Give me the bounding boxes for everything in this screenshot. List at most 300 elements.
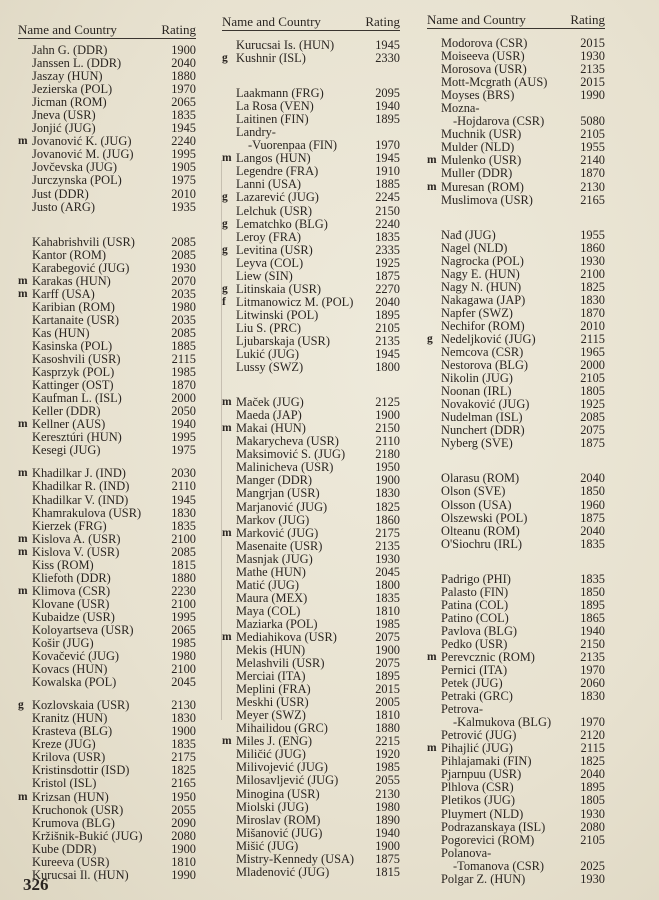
player-name-country: Perevcznic (ROM) [441, 649, 535, 664]
player-rating: 2240 [171, 134, 196, 149]
player-rating: 2330 [375, 51, 400, 66]
player-rating: 2085 [171, 544, 196, 559]
player-name-country: Laitinen (FIN) [236, 112, 309, 127]
player-name-country: Langos (HUN) [236, 151, 311, 166]
player-rating: 1810 [171, 854, 196, 869]
player-name-country: Olarasu (ROM) [441, 471, 520, 486]
player-rating: 1890 [375, 812, 400, 827]
player-rating: 2165 [580, 192, 605, 207]
player-rating: 1945 [375, 151, 400, 166]
player-entry [427, 255, 605, 268]
player-rating: 1930 [375, 551, 400, 566]
player-rating: 2085 [171, 325, 196, 340]
player-rating: 1815 [375, 864, 400, 879]
player-rating: 1825 [580, 279, 605, 294]
title-mark: g [222, 191, 228, 204]
player-rating: 1955 [580, 227, 605, 242]
player-name-country: O'Siochru (IRL) [441, 536, 523, 551]
player-rating: 1830 [580, 292, 605, 307]
player-name-country: Miolski (JUG) [236, 799, 309, 814]
player-entry [427, 860, 605, 873]
player-name-country: Kiss (ROM) [32, 557, 94, 572]
player-rating: 1970 [171, 82, 196, 97]
player-rating: 2240 [375, 216, 400, 231]
player-name-country: Levitina (USR) [236, 242, 313, 257]
player-name-country: Maura (MEX) [236, 590, 308, 605]
player-name-country: Mladenović (JUG) [236, 864, 330, 879]
player-rating: 2130 [580, 179, 605, 194]
player-name-country: Kurucsai Is. (HUN) [236, 38, 335, 52]
player-rating: 1900 [171, 841, 196, 856]
player-rating: 1880 [171, 570, 196, 585]
player-name-country: Just (DDR) [32, 186, 89, 201]
player-entry [18, 507, 196, 520]
player-entry [427, 167, 605, 180]
player-name-country: Noonan (IRL) [441, 384, 512, 399]
title-mark: m [222, 152, 232, 165]
player-name-country: Manger (DDR) [236, 473, 313, 488]
title-mark: m [427, 650, 437, 663]
player-rating: 1900 [375, 408, 400, 423]
player-name-country: Keller (DDR) [32, 404, 101, 419]
player-name-country: Lanni (USA) [236, 177, 302, 192]
player-entry [18, 520, 196, 533]
title-mark: m [18, 584, 28, 597]
player-name-country: Klovane (USR) [32, 596, 110, 611]
player-entry [222, 527, 400, 540]
player-rating: 1935 [171, 199, 196, 214]
player-name-country: Makarycheva (USR) [236, 434, 339, 449]
player-rating: 2100 [580, 266, 605, 281]
player-rating: 2175 [171, 750, 196, 765]
player-entry [18, 598, 196, 611]
player-name-country: Kovacs (HUN) [32, 662, 108, 677]
player-rating: 1975 [171, 173, 196, 188]
player-rating: 1835 [171, 737, 196, 752]
player-name-country: Nikolin (JUG) [441, 371, 513, 386]
player-name-country: Nunchert (DDR) [441, 423, 525, 438]
player-name-country: Miličić (JUG) [236, 747, 306, 762]
player-rating: 1970 [375, 138, 400, 153]
player-entry [18, 494, 196, 507]
player-rating: 2120 [580, 728, 605, 743]
entry-list [18, 44, 196, 882]
player-name-country: Khadilkar J. (IND) [32, 466, 126, 481]
player-entry [222, 514, 400, 527]
player-rating: 2045 [171, 675, 196, 690]
player-rating: 2070 [171, 273, 196, 288]
player-entry [222, 231, 400, 244]
player-name-country: Podrazanskaya (ISL) [441, 819, 546, 834]
player-entry [222, 218, 400, 231]
title-mark: m [18, 545, 28, 558]
player-name-country: Litinskaia (USR) [236, 281, 322, 296]
player-rating: 1945 [171, 492, 196, 507]
player-rating: 1835 [375, 229, 400, 244]
player-name-country: Kasprzyk (POL) [32, 365, 115, 380]
player-rating: 1900 [171, 43, 196, 57]
player-rating: 2085 [171, 234, 196, 249]
player-name-country: Napfer (SWZ) [441, 305, 513, 320]
player-name-country: Klimova (CSR) [32, 583, 111, 598]
player-entry [222, 540, 400, 553]
player-rating: 2015 [375, 682, 400, 697]
player-name-country: Maziarka (POL) [236, 616, 318, 631]
player-rating: 1900 [375, 838, 400, 853]
player-name-country: Marković (JUG) [236, 525, 319, 540]
player-rating: 1900 [171, 724, 196, 739]
player-rating: 2130 [171, 698, 196, 713]
player-rating: 2115 [580, 741, 605, 756]
player-rating: 2015 [580, 75, 605, 90]
player-name-country: Kislova V. (USR) [32, 544, 120, 559]
player-entry [427, 625, 605, 638]
player-entry [222, 853, 400, 866]
player-name-country: Pavlova (BLG) [441, 623, 518, 638]
player-name-country: Minogina (USR) [236, 786, 320, 801]
player-rating: 1930 [580, 253, 605, 268]
player-name-country: Kruchonok (USR) [32, 802, 124, 817]
player-name-country: Meyer (SWZ) [236, 708, 306, 723]
player-name-country: Maya (COL) [236, 603, 301, 618]
player-name-country: Maksimović S. (JUG) [236, 447, 346, 462]
player-rating: 1985 [375, 760, 400, 775]
player-name-country: Nechifor (ROM) [441, 318, 525, 333]
player-name-country: Khadilkar V. (IND) [32, 492, 129, 507]
player-name-country: Khadilkar R. (IND) [32, 479, 130, 494]
player-entry [427, 538, 605, 551]
player-entry [427, 242, 605, 255]
player-entry [427, 525, 605, 538]
player-entry [222, 52, 400, 65]
section-spacer [427, 551, 605, 573]
section-spacer [18, 214, 196, 236]
player-rating: 1865 [580, 610, 605, 625]
player-rating: 2150 [375, 203, 400, 218]
player-name-country: Kartanaite (USR) [32, 312, 120, 327]
player-name-country: Jovanović M. (JUG) [32, 147, 134, 162]
player-name-country: Kristinsdottir (ISD) [32, 763, 130, 778]
player-entry [18, 301, 196, 314]
title-mark: g [222, 217, 228, 230]
title-mark: g [222, 282, 228, 295]
player-name-country: Polgar Z. (HUN) [441, 871, 526, 886]
player-name-country: Mott-Mcgrath (AUS) [441, 75, 548, 90]
player-name-country: Merciai (ITA) [236, 669, 306, 684]
player-rating: 1895 [375, 669, 400, 684]
player-name-country: Pihajlić (JUG) [441, 741, 513, 756]
player-rating: 2140 [580, 153, 605, 168]
player-name-country: Masenaite (USR) [236, 538, 323, 553]
player-rating: 1825 [171, 763, 196, 778]
player-rating: 2175 [375, 525, 400, 540]
player-entry [222, 309, 400, 322]
player-name-country: Pogorevici (ROM) [441, 832, 535, 847]
player-rating: 1880 [375, 721, 400, 736]
player-rating: 1830 [171, 711, 196, 726]
player-rating: 2040 [580, 471, 605, 486]
player-entry [222, 827, 400, 840]
player-rating: 1990 [580, 88, 605, 103]
player-name-country: Meskhi (USR) [236, 695, 309, 710]
header-rating: Rating [161, 22, 196, 37]
player-rating: 1940 [375, 99, 400, 114]
player-name-country: La Rosa (VEN) [236, 99, 314, 114]
player-rating: 1835 [171, 518, 196, 533]
title-mark: m [222, 630, 232, 643]
column-header [18, 21, 196, 39]
player-name-country: Lematchko (BLG) [236, 216, 328, 231]
player-entry [18, 777, 196, 790]
player-rating: 1860 [375, 512, 400, 527]
title-mark: g [222, 243, 228, 256]
player-name-country: Kliefoth (DDR) [32, 570, 111, 585]
player-rating: 1800 [375, 360, 400, 375]
title-mark: m [222, 526, 232, 539]
player-name-country: Mišanović (JUG) [236, 825, 323, 840]
player-name-country: Mathe (HUN) [236, 564, 306, 579]
player-name-country: Liu S. (PRC) [236, 320, 302, 335]
player-rating: 2165 [171, 776, 196, 791]
player-rating: 5080 [580, 114, 605, 129]
player-entry [222, 244, 400, 257]
player-name-country: Miroslav (ROM) [236, 812, 321, 827]
player-rating: 1995 [171, 430, 196, 445]
title-mark: g [427, 332, 433, 345]
player-rating: 2135 [375, 538, 400, 553]
player-entry [18, 201, 196, 214]
player-name-country: Nađ (JUG) [441, 227, 496, 242]
player-rating: 2060 [580, 676, 605, 691]
player-name-country: Pernici (ITA) [441, 663, 508, 678]
player-entry [18, 830, 196, 843]
player-rating: 2005 [375, 695, 400, 710]
player-rating: 1970 [580, 715, 605, 730]
player-name-country: Khamrakulova (USR) [32, 505, 142, 520]
player-name-country: Litwinski (POL) [236, 307, 319, 322]
player-entry [18, 314, 196, 327]
player-entry [427, 281, 605, 294]
player-rating: 1870 [580, 166, 605, 181]
player-name-country: Nemcova (CSR) [441, 345, 524, 360]
player-rating: 2085 [580, 410, 605, 425]
player-name-country: Kurucsai Il. (HUN) [32, 867, 129, 882]
player-name-country: Kube (DDR) [32, 841, 97, 856]
player-name-country: Jonjić (JUG) [32, 121, 96, 136]
player-entry [222, 566, 400, 579]
player-name-country: Maeda (JAP) [236, 408, 302, 423]
player-rating: 2335 [375, 242, 400, 257]
player-entry [427, 873, 605, 886]
player-rating: 1815 [171, 557, 196, 572]
player-entry [18, 533, 196, 546]
player-rating: 2010 [580, 318, 605, 333]
player-entry [222, 257, 400, 270]
section-spacer [222, 65, 400, 87]
player-entry [18, 275, 196, 288]
player-name-country: Nestorova (BLG) [441, 358, 529, 373]
player-entry [427, 612, 605, 625]
player-rating: 1825 [375, 499, 400, 514]
player-name-country: Lazarević (JUG) [236, 190, 319, 205]
player-rating: 2080 [171, 828, 196, 843]
player-entry [222, 553, 400, 566]
player-name-country: Muchnik (USR) [441, 127, 522, 142]
player-rating: 1925 [375, 255, 400, 270]
player-rating: 2035 [171, 312, 196, 327]
player-name-country: Mangrjan (USR) [236, 486, 320, 501]
player-rating: 1910 [375, 164, 400, 179]
player-rating: 2150 [580, 636, 605, 651]
player-name-country: Petrova- [441, 702, 483, 717]
player-entry [222, 501, 400, 514]
player-name-country: Ljubarskaja (USR) [236, 333, 330, 348]
player-rating: 2040 [171, 56, 196, 71]
player-entry [427, 821, 605, 834]
player-rating: 2090 [171, 815, 196, 830]
player-name-country: Karabegović (JUG) [32, 260, 130, 275]
player-rating: 1895 [375, 307, 400, 322]
player-name-country: Kržišnik-Bukić (JUG) [32, 828, 143, 843]
player-rating: 1960 [580, 497, 605, 512]
player-name-country: Nakagawa (JAP) [441, 292, 526, 307]
player-name-country: Leyva (COL) [236, 255, 304, 270]
player-rating: 1905 [171, 160, 196, 175]
player-name-country: Jurczynska (POL) [32, 173, 122, 188]
title-mark: m [18, 467, 28, 480]
player-rating: 2115 [171, 352, 196, 367]
title-mark: m [427, 742, 437, 755]
player-rating: 2105 [580, 832, 605, 847]
player-rating: 2040 [580, 523, 605, 538]
player-name-country: Kranitz (HUN) [32, 711, 108, 726]
player-rating: 1895 [580, 597, 605, 612]
player-rating: 2100 [171, 662, 196, 677]
player-name-country: Kellner (AUS) [32, 417, 106, 432]
player-entry [222, 579, 400, 592]
player-name-country: Mozna- [441, 101, 480, 116]
title-mark: m [222, 422, 232, 435]
player-rating: 1940 [375, 825, 400, 840]
player-entry [222, 296, 400, 309]
player-entry [427, 229, 605, 242]
player-entry [18, 249, 196, 262]
player-rating: 1985 [171, 365, 196, 380]
player-rating: 1810 [375, 603, 400, 618]
player-name-country: Maček (JUG) [236, 395, 304, 410]
player-name-country: Keresztúri (HUN) [32, 430, 122, 445]
player-name-country: Kaufman L. (ISL) [32, 391, 122, 406]
player-entry [427, 437, 605, 450]
player-rating: 1850 [580, 484, 605, 499]
player-rating: 2110 [375, 434, 400, 449]
player-name-country: Petrović (JUG) [441, 728, 517, 743]
player-entry [18, 572, 196, 585]
player-rating: 1860 [580, 240, 605, 255]
player-name-country: Justo (ARG) [32, 199, 95, 214]
player-name-country: Kureeva (USR) [32, 854, 110, 869]
player-rating: 1940 [580, 623, 605, 638]
player-name-country: Lelchuk (USR) [236, 203, 313, 218]
player-name-country: Muslimova (USR) [441, 192, 533, 207]
player-name-country: Matić (JUG) [236, 577, 299, 592]
player-entry [427, 586, 605, 599]
player-entry [18, 480, 196, 493]
player-name-country: Kahabrishvili (USR) [32, 234, 135, 249]
player-rating: 1920 [375, 747, 400, 762]
player-name-country: Petek (JUG) [441, 676, 503, 691]
title-mark: f [222, 295, 226, 308]
player-name-country: Morosova (USR) [441, 62, 527, 77]
player-name-country: Jezierska (POL) [32, 82, 113, 97]
player-entry [427, 599, 605, 612]
player-rating: 1835 [580, 571, 605, 586]
player-name-country: Leroy (FRA) [236, 229, 302, 244]
player-entry [222, 801, 400, 814]
player-rating: 1945 [375, 347, 400, 362]
player-name-country: Patino (COL) [441, 610, 509, 625]
section-spacer [222, 374, 400, 396]
player-name-country: Masnjak (JUG) [236, 551, 313, 566]
player-rating: 2065 [171, 622, 196, 637]
player-entry [222, 191, 400, 204]
player-rating: 1930 [171, 260, 196, 275]
header-name-and-country: Name and Country [18, 22, 117, 37]
player-name-country: Olsson (USA) [441, 497, 512, 512]
player-rating: 1900 [375, 643, 400, 658]
player-rating: 1835 [171, 108, 196, 123]
player-rating: 1930 [580, 806, 605, 821]
player-name-country: Kantor (ROM) [32, 247, 106, 262]
player-entry [222, 605, 400, 618]
player-name-country: Padrigo (PHI) [441, 571, 511, 586]
player-name-country: Landry- [236, 125, 276, 140]
player-rating: 2115 [580, 331, 605, 346]
player-entry [18, 791, 196, 804]
player-name-country: Meplini (FRA) [236, 682, 311, 697]
player-rating: 1995 [171, 147, 196, 162]
title-mark: m [18, 790, 28, 803]
title-mark: m [18, 287, 28, 300]
player-name-country: Milivojević (JUG) [236, 760, 328, 775]
player-name-country: Jicman (ROM) [32, 95, 107, 110]
player-name-country: Pihlajamaki (FIN) [441, 754, 532, 769]
player-rating: 1875 [375, 851, 400, 866]
player-entry [18, 288, 196, 301]
player-entry [18, 174, 196, 187]
player-name-country: Modorova (CSR) [441, 36, 528, 50]
player-name-country: Marjanović (JUG) [236, 499, 328, 514]
player-rating: 1975 [171, 443, 196, 458]
player-rating: 1805 [580, 793, 605, 808]
player-rating: 2065 [171, 95, 196, 110]
player-name-country: Pletikos (JUG) [441, 793, 515, 808]
player-rating: 1970 [580, 663, 605, 678]
player-entry [222, 361, 400, 374]
player-entry [427, 194, 605, 207]
player-name-country: Kasinska (POL) [32, 338, 113, 353]
player-name-country: Milosavljević (JUG) [236, 773, 339, 788]
player-rating: 2105 [580, 127, 605, 142]
player-name-country: Jaszay (HUN) [32, 69, 103, 84]
player-rating: 1850 [580, 584, 605, 599]
player-name-country: Mediahikova (USR) [236, 629, 337, 644]
player-name-country: Legendre (FRA) [236, 164, 319, 179]
player-rating: 1925 [580, 397, 605, 412]
player-rating: 1985 [171, 636, 196, 651]
player-entry [427, 834, 605, 847]
player-name-country: Melashvili (USR) [236, 656, 325, 671]
